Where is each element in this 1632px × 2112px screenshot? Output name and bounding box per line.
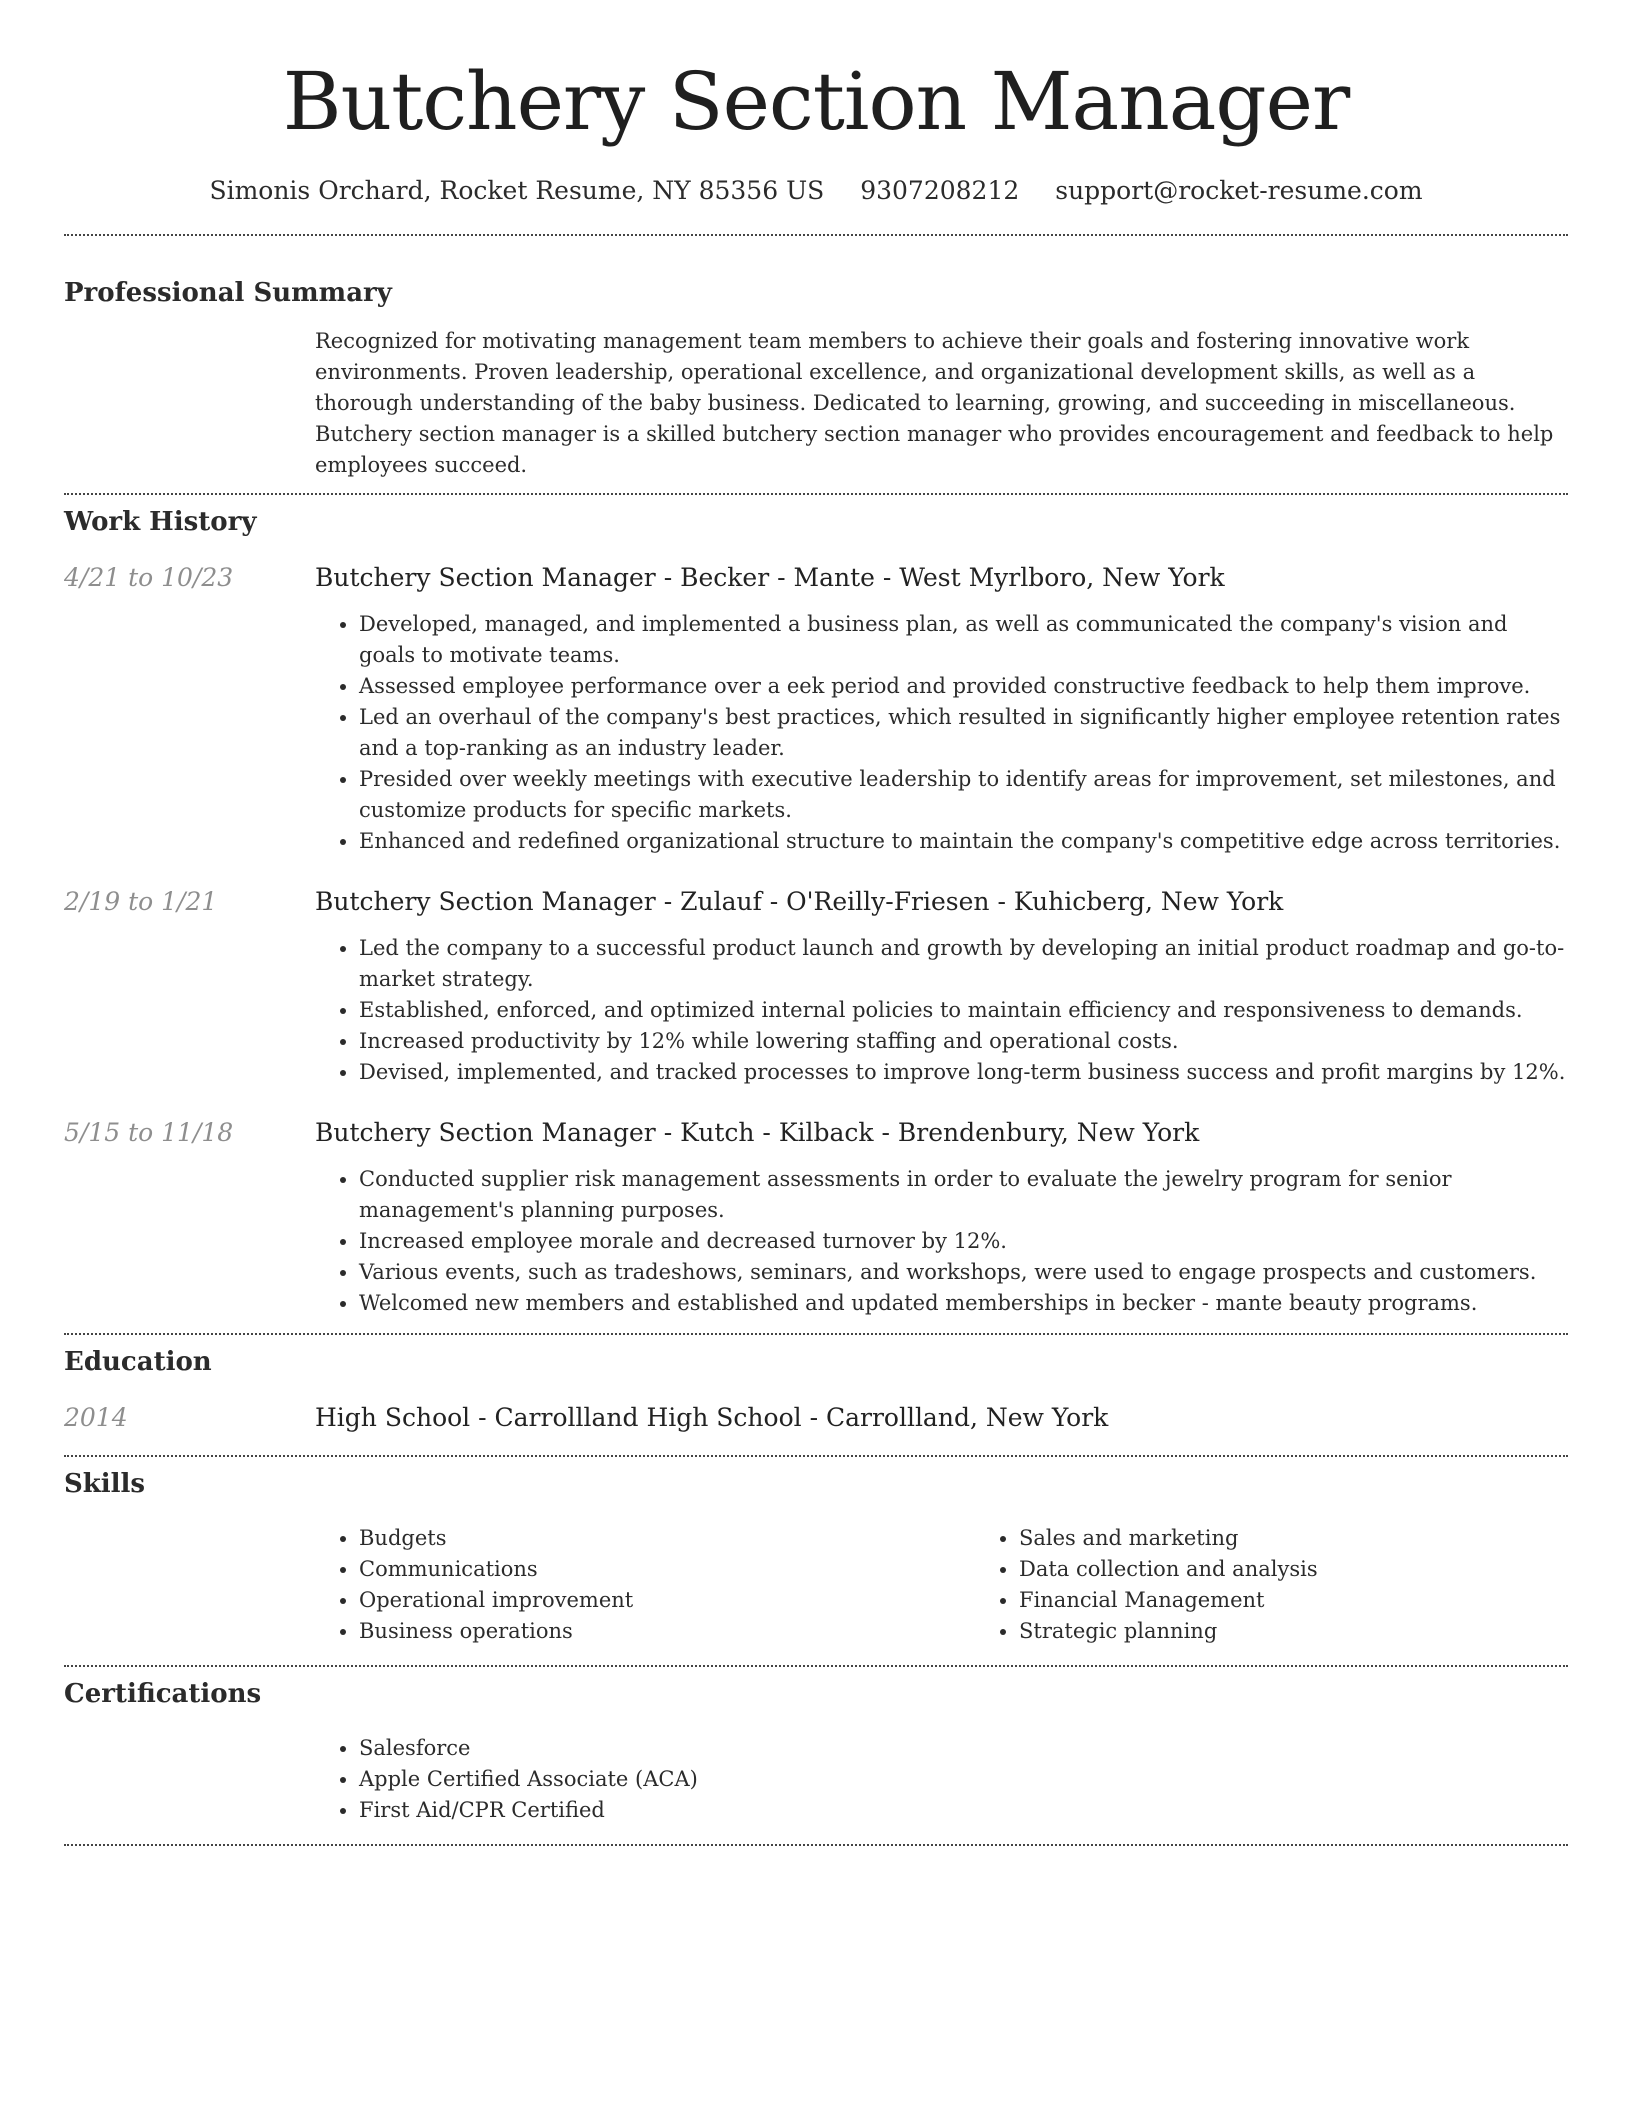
list-item: • Communications [359, 1554, 975, 1585]
section-title-education: Education [64, 1347, 212, 1377]
list-item: • Assessed employee performance over a eek period and provided constructive feedback to help them improve. [359, 671, 1568, 702]
list-item: • Increased employee morale and decreased turnover by 12%. [359, 1226, 1568, 1257]
job-entry [64, 1116, 1568, 1319]
list-item: • Data collection and analysis [1019, 1554, 1632, 1585]
job-title: Butchery Section Manager - Zulauf - O'Reilly-Friesen - Kuhicberg, New York [315, 887, 1284, 916]
skills-list-right [975, 1523, 1632, 1647]
section-title-skills: Skills [64, 1469, 146, 1499]
list-item: • Various events, such as tradeshows, seminars, and workshops, were used to engage prospects and customers. [359, 1257, 1568, 1288]
list-item: • Increased productivity by 12% while lowering staffing and operational costs. [359, 1026, 1568, 1057]
work-history-section [64, 495, 1568, 1319]
job-bullets [315, 609, 1568, 857]
list-item: • Conducted supplier risk management assessments in order to evaluate the jewelry program for senior management's planning purposes. [359, 1164, 1568, 1226]
education-entry [64, 1401, 1568, 1435]
certifications-list [315, 1733, 1568, 1826]
resume-header [64, 0, 1568, 208]
job-dates: 4/21 to 10/23 [64, 563, 234, 592]
contact-email: support@rocket-resume.com [1055, 176, 1423, 205]
list-item: • Enhanced and redefined organizational structure to maintain the company's competitive edge across territories. [359, 826, 1568, 857]
list-item: • Business operations [359, 1616, 975, 1647]
contact-address: Simonis Orchard, Rocket Resume, NY 85356 US [209, 176, 825, 205]
contact-phone: 9307208212 [860, 176, 1020, 205]
list-item: • Devised, implemented, and tracked processes to improve long-term business success and profit margins by 12%. [359, 1057, 1568, 1088]
job-entry [64, 885, 1568, 1088]
skills-list-left [315, 1523, 975, 1647]
job-dates: 5/15 to 11/18 [64, 1118, 234, 1147]
list-item: • Operational improvement [359, 1585, 975, 1616]
job-title: Butchery Section Manager - Becker - Mante - West Myrlboro, New York [315, 563, 1225, 592]
skills-section [64, 1457, 1568, 1647]
certifications-section [64, 1667, 1568, 1826]
list-item: • First Aid/CPR Certified [359, 1795, 1568, 1826]
section-title-work-history: Work History [64, 507, 257, 537]
job-bullets [315, 1164, 1568, 1319]
list-item: • Apple Certified Associate (ACA) [359, 1764, 1568, 1795]
list-item: • Established, enforced, and optimized internal policies to maintain efficiency and responsiveness to demands. [359, 995, 1568, 1026]
education-title: High School - Carrollland High School - Carrollland, New York [315, 1403, 1109, 1432]
job-title: Butchery Section Manager - Kutch - Kilback - Brendenbury, New York [315, 1118, 1200, 1147]
summary-section [64, 236, 1568, 481]
list-item: • Budgets [359, 1523, 975, 1554]
candidate-name: Butchery Section Manager [282, 55, 1350, 148]
list-item: • Led an overhaul of the company's best practices, which resulted in significantly higher employee retention rates and a top-ranking as an industry leader. [359, 702, 1568, 764]
divider [64, 1844, 1568, 1846]
contact-line [64, 174, 1568, 208]
summary-text: Recognized for motivating management team members to achieve their goals and fostering innovative work environments. Proven leadership, operational excellence, and organizational development skills, as well as a thorough understanding of the baby business. Dedicated to learning, growing, and succeeding in miscellaneous. Butchery section manager is a skilled butchery section manager who provides encouragement and feedback to help employees succeed. [315, 329, 1554, 477]
section-title-summary: Professional Summary [64, 278, 392, 308]
job-dates: 2/19 to 1/21 [64, 887, 218, 916]
list-item: • Developed, managed, and implemented a business plan, as well as communicated the company's vision and goals to motivate teams. [359, 609, 1568, 671]
education-year: 2014 [64, 1403, 128, 1432]
list-item: • Strategic planning [1019, 1616, 1632, 1647]
list-item: • Presided over weekly meetings with executive leadership to identify areas for improvement, set milestones, and customize products for specific markets. [359, 764, 1568, 826]
list-item: • Sales and marketing [1019, 1523, 1632, 1554]
list-item: • Welcomed new members and established and updated memberships in becker - mante beauty programs. [359, 1288, 1568, 1319]
job-bullets [315, 933, 1568, 1088]
list-item: • Led the company to a successful product launch and growth by developing an initial product roadmap and go-to-market strategy. [359, 933, 1568, 995]
list-item: • Salesforce [359, 1733, 1568, 1764]
section-title-certifications: Certifications [64, 1679, 262, 1709]
list-item: • Financial Management [1019, 1585, 1632, 1616]
job-entry [64, 561, 1568, 857]
education-section [64, 1335, 1568, 1435]
